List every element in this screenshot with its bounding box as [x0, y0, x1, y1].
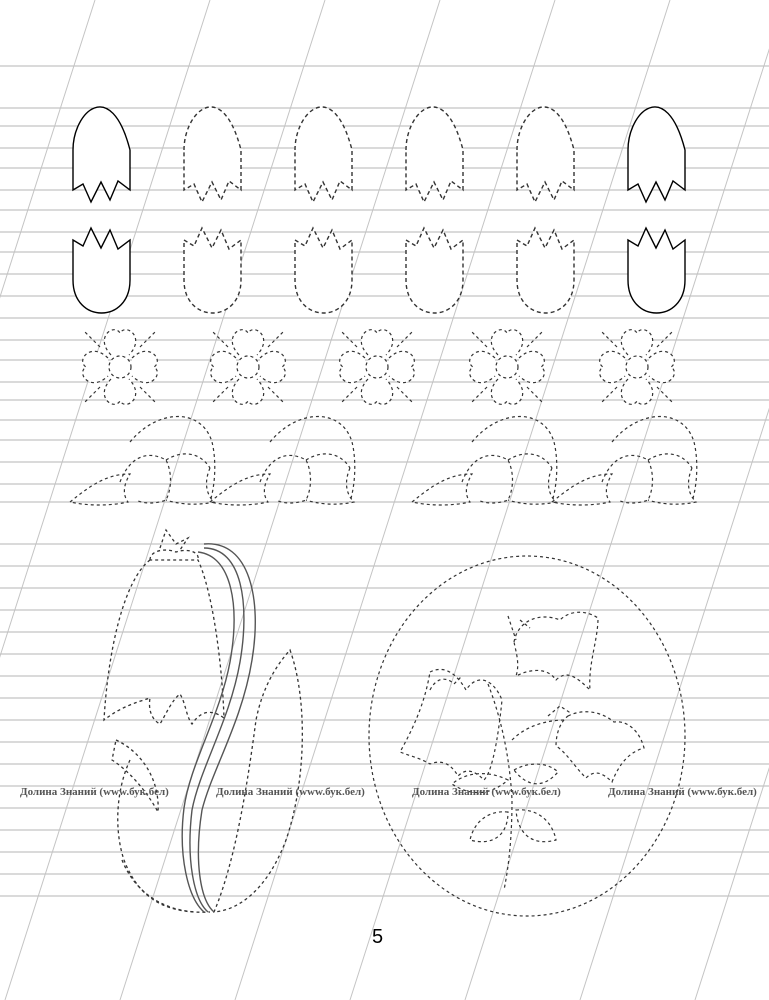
- watermark-text: Долина Знаний (www.бук.бел): [412, 786, 561, 798]
- bell-flower-row: [70, 417, 697, 506]
- large-bluebell: [104, 530, 302, 912]
- clover-row: [83, 330, 675, 405]
- watermark-text: Долина Знаний (www.бук.бел): [20, 786, 169, 798]
- watermark-text: Долина Знаний (www.бук.бел): [216, 786, 365, 798]
- tulip-row-1: [73, 107, 685, 202]
- horizontal-ruling: [0, 66, 769, 896]
- watermark-text: Долина Знаний (www.бук.бел): [608, 786, 757, 798]
- page-number: 5: [372, 926, 384, 948]
